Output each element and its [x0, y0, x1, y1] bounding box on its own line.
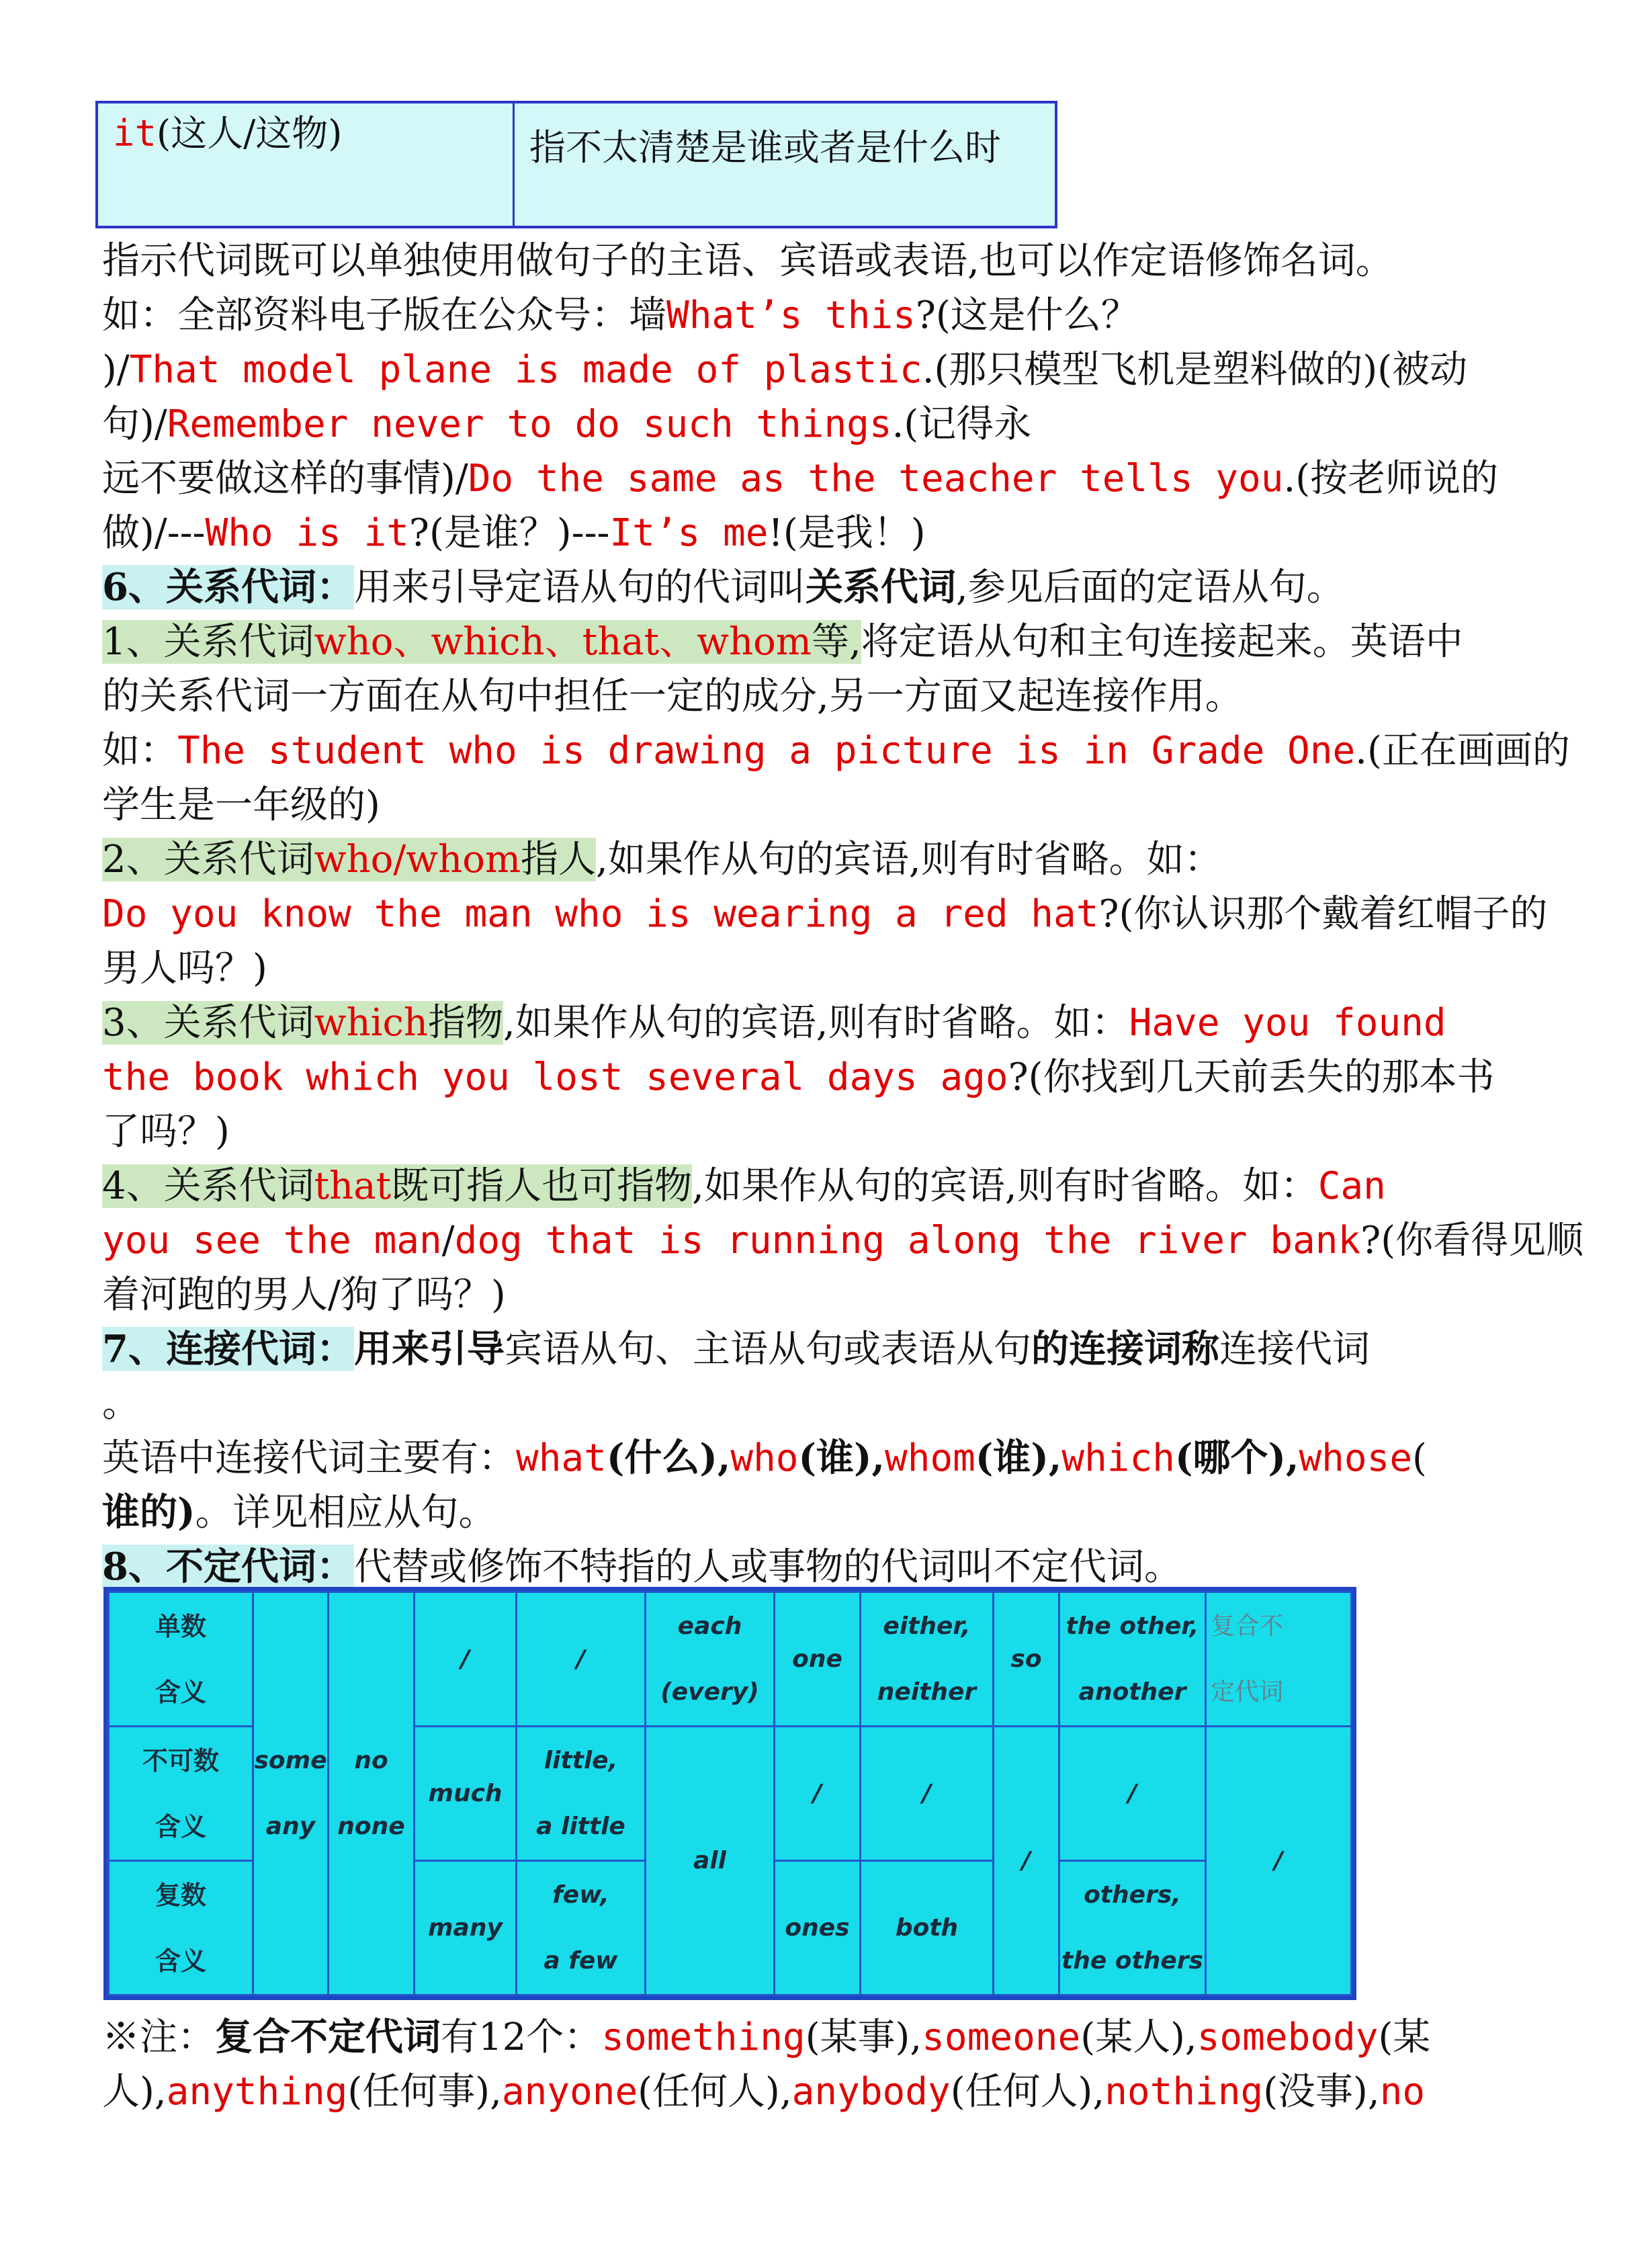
- text: 用来引导定语从句的代词叫: [353, 566, 806, 609]
- cell-slash: /: [1206, 1727, 1352, 1995]
- text: either,: [883, 1612, 971, 1640]
- text: .(记得永: [892, 402, 1032, 446]
- text: (某: [1378, 2016, 1431, 2059]
- text: 。详见相应从句。: [195, 1491, 496, 1534]
- keyword: which: [1061, 1436, 1175, 1480]
- text: (某人),: [1080, 2016, 1197, 2059]
- text: ?(这是什么？: [915, 294, 1139, 337]
- rule-4-example-cont: [102, 1268, 1553, 1322]
- text: 句)/: [102, 402, 167, 446]
- text: 含义: [155, 1677, 206, 1707]
- cell-either-neither: [861, 1592, 994, 1727]
- cell-slash: /: [861, 1727, 994, 1861]
- text: 4、关系代词: [102, 1164, 314, 1208]
- note-section: [102, 2010, 1553, 2119]
- text: ?(你找到几天前丢失的那本书: [1008, 1055, 1495, 1099]
- text: the other,: [1066, 1612, 1199, 1640]
- text: 单数: [155, 1611, 206, 1641]
- row-head-uncountable: [109, 1727, 253, 1861]
- text: 人),: [102, 2070, 167, 2114]
- example-en: the book which you lost several days ago: [102, 1055, 1008, 1099]
- text: 了吗？): [102, 1110, 230, 1154]
- cell-compound: [1206, 1592, 1352, 1727]
- text: 复合不定代词: [215, 2015, 441, 2059]
- section-7-cont: [102, 1377, 1553, 1431]
- section-7-list: [102, 1431, 1553, 1485]
- rule-2: [102, 832, 1553, 887]
- rule-4-example: [102, 1213, 1584, 1268]
- text: little,: [544, 1746, 618, 1774]
- text: 代替或修饰不特指的人或事物的代词叫不定代词。: [353, 1545, 1182, 1589]
- text: 的关系代词一方面在从句中担任一定的成分,另一方面又起连接作用。: [102, 675, 1243, 718]
- indefinite-pronoun-table: [107, 1591, 1352, 1996]
- text: 。: [102, 1382, 140, 1426]
- rule-2-example-cont: [102, 941, 1553, 996]
- text: 如：: [102, 729, 177, 773]
- text: 不可数: [142, 1745, 219, 1776]
- text: others,: [1084, 1880, 1181, 1909]
- cell-no-none: [329, 1592, 415, 1995]
- text: 英语中连接代词主要有：: [102, 1436, 516, 1480]
- text: 男人吗？): [102, 947, 267, 990]
- cell-some-any: [253, 1592, 329, 1995]
- keyword: anything: [166, 2070, 348, 2114]
- rule-3-example-cont: [102, 1105, 1553, 1159]
- section-7-list-cont: [102, 1485, 1553, 1540]
- section-6-heading: [102, 560, 1553, 615]
- text: ?(你看得见顺: [1360, 1219, 1584, 1262]
- cell-other: [1059, 1592, 1206, 1727]
- rule-3: [102, 996, 1553, 1050]
- example-line: [102, 288, 1553, 343]
- rule-1-example-cont: [102, 778, 1553, 832]
- text: ,如果作从句的宾语,则有时省略。如：: [596, 838, 1222, 881]
- text: (什么),: [606, 1436, 731, 1480]
- text: 关系代词: [805, 565, 956, 609]
- keyword: who: [730, 1436, 799, 1480]
- text: 含义: [155, 1946, 206, 1976]
- text: 用来引导: [353, 1327, 505, 1371]
- text: no: [354, 1746, 388, 1774]
- keyword: something: [601, 2016, 806, 2059]
- text: (谁),: [975, 1436, 1062, 1480]
- example-en: It’s me: [609, 511, 769, 555]
- text: .(正在画画的: [1355, 729, 1570, 773]
- keyword: somebody: [1197, 2016, 1379, 2059]
- cell-many: many: [415, 1861, 517, 1995]
- pronoun-it-gloss: (这人/这物): [157, 112, 343, 155]
- text: none: [337, 1812, 405, 1840]
- cell-one: one: [775, 1592, 861, 1727]
- text: !(是我！): [768, 511, 926, 555]
- example-en: Have you found: [1129, 1001, 1446, 1045]
- example-en: Do the same as the teacher tells you: [468, 457, 1284, 501]
- text: (某事),: [805, 2016, 922, 2059]
- cell-ones: ones: [775, 1861, 861, 1995]
- example-line: [102, 397, 1553, 451]
- text: ?(你认识那个戴着红帽子的: [1098, 892, 1548, 936]
- rule-1: [102, 615, 1553, 669]
- cell-slash: /: [994, 1727, 1059, 1995]
- text: 学生是一年级的): [102, 783, 380, 827]
- example-line: [102, 343, 1553, 397]
- cell-much: much: [415, 1727, 517, 1861]
- text: (every): [660, 1678, 759, 1706]
- text: (任何事),: [347, 2070, 502, 2114]
- text: 等,: [811, 620, 861, 664]
- text: (谁),: [798, 1436, 885, 1480]
- row-head-plural: [109, 1861, 253, 1995]
- text: 指人: [521, 838, 597, 881]
- text: 1、关系代词: [102, 620, 314, 664]
- rule-2-example: [102, 887, 1553, 941]
- pronoun-it: it: [113, 112, 157, 155]
- text: the others: [1061, 1946, 1203, 1975]
- text: .(按老师说的: [1283, 457, 1499, 501]
- cell-each: [646, 1592, 775, 1727]
- top-table-right-cell: 指不太清楚是谁或者是什么时: [529, 126, 1001, 169]
- example-en: Remember never to do such things: [167, 402, 892, 446]
- text: 2、关系代词: [102, 838, 314, 881]
- note-line-2: [102, 2065, 1553, 2119]
- text: another: [1078, 1678, 1186, 1706]
- keyword: whom: [885, 1436, 975, 1480]
- text: 将定语从句和主句连接起来。英语中: [861, 620, 1463, 664]
- keyword: anybody: [791, 2070, 951, 2114]
- top-table-left-cell: [98, 103, 515, 226]
- text: any: [265, 1812, 316, 1840]
- example-en: Can: [1317, 1164, 1386, 1208]
- top-table: [95, 101, 1057, 228]
- text: 有12个：: [441, 2016, 602, 2059]
- cell-others: [1059, 1861, 1206, 1995]
- text: who/whom: [314, 838, 521, 881]
- text: who、which、that、whom: [314, 620, 812, 664]
- cell-slash: /: [1059, 1727, 1206, 1861]
- example-en: What’s this: [666, 294, 916, 337]
- text: each: [677, 1612, 742, 1640]
- text: (哪个),: [1174, 1436, 1299, 1480]
- rule-3-example: [102, 1050, 1553, 1105]
- rule-4: [102, 1159, 1553, 1213]
- text: neither: [877, 1678, 977, 1706]
- example-en: That model plane is made of plastic: [129, 348, 922, 392]
- text: 指示代词既可以单独使用做句子的主语、宾语或表语,也可以作定语修饰名词。: [102, 239, 1393, 283]
- section-title: 8、不定代词：: [102, 1545, 354, 1589]
- text: some: [254, 1746, 327, 1774]
- text: 远不要做这样的事情)/: [102, 457, 468, 501]
- text: )/: [102, 348, 130, 392]
- cell-so: so: [994, 1592, 1059, 1727]
- section-7-heading: [102, 1322, 1553, 1377]
- example-line: [102, 451, 1553, 506]
- text: 复数: [155, 1880, 206, 1910]
- rule-1-example: [102, 724, 1570, 778]
- cell-all: all: [646, 1727, 775, 1995]
- text: 如：全部资料电子版在公众号：墙: [102, 294, 666, 337]
- text: 含义: [155, 1811, 206, 1842]
- text: 3、关系代词: [102, 1001, 314, 1045]
- example-en: Do you know the man who is wearing a red hat: [102, 892, 1099, 936]
- section-8-heading: [102, 1540, 1553, 1594]
- text: 连接代词: [1219, 1328, 1370, 1371]
- text: 谁的): [102, 1490, 195, 1534]
- text: ,参见后面的定语从句。: [955, 566, 1344, 609]
- text: ,如果作从句的宾语,则有时省略。如：: [503, 1001, 1129, 1045]
- keyword: what: [516, 1436, 607, 1480]
- text: 着河跑的男人/狗了吗？): [102, 1273, 506, 1317]
- text: (任何人),: [638, 2070, 792, 2114]
- cell-slash: /: [415, 1592, 517, 1727]
- document-body: [102, 234, 1584, 1594]
- text: that: [314, 1164, 392, 1208]
- text: (没事),: [1263, 2070, 1380, 2114]
- example-en: dog that is running along the river bank: [454, 1219, 1361, 1262]
- example-en: you see the man: [102, 1219, 442, 1262]
- text: (任何人),: [950, 2070, 1105, 2114]
- text: 做)/---: [102, 511, 206, 555]
- note-line-1: [102, 2010, 1553, 2065]
- cell-slash: /: [775, 1727, 861, 1861]
- text: 指物: [427, 1001, 503, 1045]
- text: /: [441, 1219, 455, 1262]
- keyword: someone: [922, 2016, 1081, 2059]
- text: which: [314, 1001, 428, 1045]
- cell-slash: /: [517, 1592, 646, 1727]
- text: 宾语从句、主语从句或表语从句: [504, 1328, 1031, 1371]
- example-en: The student who is drawing a picture is in Grade One: [177, 729, 1356, 773]
- rule-1-cont: [102, 669, 1553, 724]
- keyword: no: [1379, 2070, 1426, 2114]
- cell-little: [517, 1727, 646, 1861]
- text: ?(是谁？)---: [408, 511, 610, 555]
- demonstrative-intro: [102, 234, 1553, 288]
- text: ,如果作从句的宾语,则有时省略。如：: [692, 1164, 1318, 1208]
- keyword: anyone: [501, 2070, 638, 2114]
- text: 的连接词称: [1031, 1327, 1219, 1371]
- text: 定代词: [1211, 1678, 1284, 1706]
- section-title: 7、连接代词：: [102, 1327, 354, 1371]
- text: few,: [552, 1880, 609, 1909]
- keyword: nothing: [1104, 2070, 1264, 2114]
- text: 既可指人也可指物: [391, 1164, 693, 1208]
- text: a little: [536, 1812, 625, 1840]
- row-head-singular: [109, 1592, 253, 1727]
- text: (: [1412, 1436, 1427, 1480]
- example-en: Who is it: [205, 511, 409, 555]
- text: ※注：: [102, 2016, 215, 2059]
- section-title: 6、关系代词：: [102, 565, 354, 609]
- cell-both: both: [861, 1861, 994, 1995]
- text: a few: [544, 1946, 618, 1975]
- keyword: whose: [1299, 1436, 1413, 1480]
- text: .(那只模型飞机是塑料做的)(被动: [922, 348, 1468, 392]
- text: 复合不: [1211, 1612, 1284, 1640]
- example-line: [102, 506, 1553, 560]
- cell-few: [517, 1861, 646, 1995]
